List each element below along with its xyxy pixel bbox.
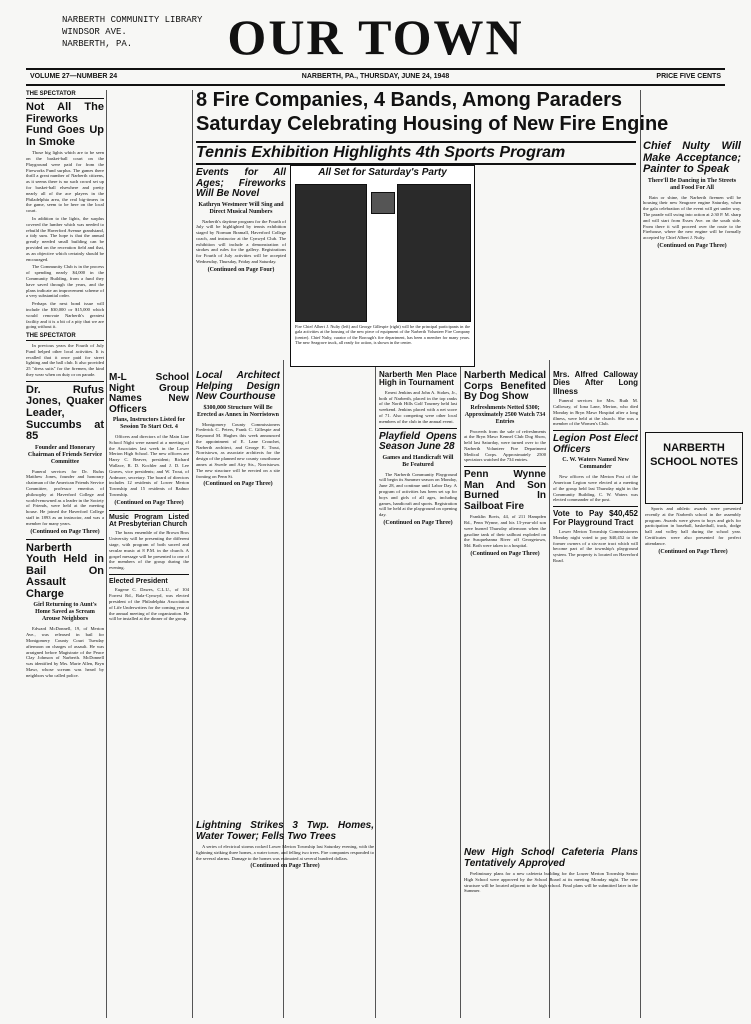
body-paragraph: Funeral services for Dr. Rufus Matthew Jones, founder and honorary chairman of the American Friends Service Committee, professor emeritus of philosophy at Haverford College and world-renowned as a leader in the Society of Friends, were held at the meeting house. He joined the Haverford College staff in 1893 as an instructor, and was a member for many years. [26,468,104,526]
section-rule [553,506,638,507]
continued-note: (Continued on Page Three) [470,551,540,558]
body-paragraph: The Narberth Community Playground will begin its Summer season on Monday, June 28, and continue until Labor Day. A program of activities has been set up for boys and girls of all ages, including games, handicraft and sports. Registration will be held at the playground on opening day. [379,471,457,518]
section-rule [109,574,189,575]
playfield-headline: Playfield Opens Season June 28 [379,430,457,453]
chief-nulty-deck: There'll Be Dancing in The Streets and Food For All [647,177,737,191]
gillespie-photo [397,184,471,322]
continued-note: (Continued on Page Three) [114,499,184,506]
calloway-headline: Mrs. Alfred Calloway Dies After Long Illness [553,370,638,396]
body-paragraph: The brass ensemble of the Brown Bros University will be presenting the different stage, with program of both sacred and secular music at 8 P.M. in the church. A gospel message will be presented to one of the members of the group during the evening. [109,530,189,571]
continued-note: (Continued on Page Three) [658,548,728,555]
section-rule [109,510,189,511]
body-paragraph: Eugene C. Dawes, C.L.U., of 104 Forrest Rd., Bala-Cynwyd, was elected president of the Philadelphia Association of Life Underwriters for the coming year at the annual meeting of the organization. He will be installed at the dinner of the group. [109,587,189,622]
photo-feature [290,165,475,367]
body-paragraph: Ernest Jenkins and John A. Stokes, Jr., both of Narberth, placed in the top ranks of the North Hills Golf Tourney held last weekend. Jenkins placed with a net score of 71. Also competing were other local members of the club in the annual event. [379,389,457,424]
section-rule [26,539,104,540]
nulty-column [643,138,741,428]
column-kicker: THE SPECTATOR [26,90,104,99]
body-paragraph: Perhaps the next bond issue will include the $30,000 or $15,000 which would renovate Narberth's greatest facility and it is a bit of a pity that we are going without it. [26,301,104,330]
playfield-column [379,368,457,1008]
fireworks-fund-headline: Not All The Fireworks Fund Goes Up In Smoke [26,101,104,148]
body-paragraph: Officers and directors of the Main Line School Night were named at a meeting of the Associates last week in the Lower Merion High School. The new officers are Harry C. Beaver, president; Richard Wallace, R. D. Kochler and J. D. Lee Graves, vice presidents; and W. Trout, of Ardmore, secretary. The board of directors includes 12 residents of Lower Merion Township and 15 residents of Radnor Township. [109,434,189,497]
fire-engine-photo [371,192,395,214]
body-paragraph: Montgomery County Commissioners Frederick C. Peters, Frank C. Gillespie and Raymond M. Hughes this week announced the appointment of E. Lane Crouchet, Narberth architect, and George E. Trout, Norristown, as associate architects for the design of the planned new county courthouse annex at Swede and Airy Sts., Norristown. The new structure will be erected on a site fronting on Penn St. [196,421,280,479]
continued-note: (Continued on Page Three) [657,243,727,250]
column-rule [192,90,193,1018]
events-deck: Kathryn Westmeer Will Sing and Direct Musical Numbers [198,201,284,215]
column-rule [460,360,461,1018]
chief-nulty-photo [295,184,367,322]
architect-column [196,368,280,808]
section-rule [553,430,638,431]
body-paragraph: Those big lights which are to be seen on the basket-ball court on the Playground were paid for from the Fireworks Fund surplus. The games there thrill a great number of Narberth citizens, as it seems there is no such crowd set up for basket-ball elsewhere and pretty nearly all of the ace players in the Philadelphia area, the real big-timers in the game, seem to be here on the local court. [26,150,104,214]
youth-bail-deck: Girl Returning to Aunt's Home Saved as Scream Arouse Neighbors [33,602,97,623]
second-column [109,370,189,1010]
legion-column [553,368,638,838]
column-rule [375,360,376,1018]
body-paragraph: Sports and athletic awards were presented recently at the Narberth school in the assembly program. Awards were given to boys and girls for participation in baseball, basketball, track, dodge ball and volley ball during the school year. Certificates were also presented for perfect attendance. [645,506,741,546]
playfield-deck: Games and Handicraft Will Be Featured [382,454,454,468]
medical-corps-deck: Refreshments Netted $300; Approximately 2500 Watch 734 Entries [464,404,546,425]
body-paragraph: Edward McDonnell, 19, of Merion Ave., was released in bail for Montgomery County Court Tuesday afternoon on charges of assault. He was arraigned before Magistrate of the Peace Clay Johnson of Narberth. McDonnell was identified by Mrs. Marie Allen, Bryn Mawr, whose scream was heard by neighbors who called police. [26,626,104,678]
lightning-story [196,818,374,1016]
medical-column [464,368,546,838]
column-kicker: THE SPECTATOR [26,332,104,341]
section-rule [26,381,104,382]
body-paragraph: New officers of the Merion Post of the American Legion were elected at a meeting of the group held last Thursday night in the Community Building. C. W. Waters was elected commander of the post. [553,474,638,503]
photo-title: All Set for Saturday's Party [318,167,447,178]
body-paragraph: Preliminary plans for a new cafeteria building for the Lower Merion Township Senior High School were approved by the School Board at its meeting Monday night. The new structure will be located adjacent to the high school. Final plans will be submitted later in the Summer. [464,871,638,894]
left-column [26,90,104,1010]
dateline: NARBERTH, PA., THURSDAY, JUNE 24, 1948 [301,73,450,80]
library-stamp-line: NARBERTH COMMUNITY LIBRARY [62,15,203,25]
price: PRICE FIVE CENTS [656,73,721,80]
body-paragraph: A series of electrical storms rocked Lower Merion Township last Saturday evening, with the lightning striking three homes, a water tower, and felling two trees. Fire companies responded to the several alarms. Damage to the homes was estimated at several hundred dollars. [196,844,374,861]
youth-bail-headline: Narberth Youth Held in Bail On Assault Charge [26,541,104,600]
ml-school-deck: Plans, Instructors Listed for Session To Start Oct. 4 [112,417,186,430]
sports-subhead: Tennis Exhibition Highlights 4th Sports Program [196,141,636,165]
medical-corps-headline: Narberth Medical Corps Benefited By Dog Show [464,370,546,402]
architect-headline: Local Architect Helping Design New Courthouse [196,370,280,402]
continued-note: (Continued on Page Three) [383,519,453,526]
playground-vote-headline: Vote to Pay $40,452 For Playground Tract [553,509,638,527]
continued-note: (Continued on Page Three) [250,863,320,870]
body-paragraph: The Community Club is in the process of spending nearly $4,000 in the Community Building, from a fund they have saved through the years, and the plans indicate an improvement scheme of a very substantial order. [26,264,104,299]
cafeteria-story [464,845,638,1017]
banner-headline-1: 8 Fire Companies, 4 Bands, Among Paraders [196,89,623,111]
volume-number: VOLUME 27—NUMBER 24 [30,73,118,80]
body-paragraph: Franklin Bovis, 44, of 211 Hampden Rd., Penn Wynne, and his 13-year-old son were burned Thursday afternoon when the gasoline tank of their sailboat exploded on the Susquehanna River off Georgetown, Md. Both were taken to a hospital. [464,514,546,549]
newspaper-title: OUR TOWN [227,9,524,65]
body-paragraph: In previous years the Fourth of July Fund helped other local activities. It is recalled that it once paid for street lighting and the ball club. It also provided 25 "dress suits" for the firemen, the kind they wear when on duty or on parade. [26,343,104,378]
column-rule [640,90,641,1018]
lightning-headline: Lightning Strikes 3 Twp. Homes, Water Tower; Fells Two Trees [196,820,374,842]
elected-president-headline: Elected President [109,578,168,586]
school-notes-column [645,506,741,1016]
body-paragraph: Proceeds from the sale of refreshments at the Bryn Mawr Kennel Club Dog Show, held last Saturday, were turned over to the Narberth Volunteer Fire Department Medical Corps. Approximately 2500 spectators watched the 734 entries. [464,428,546,463]
dateline-bar [26,68,725,86]
library-stamp-line: NARBERTH, PA. [62,39,133,49]
school-notes-box [645,432,743,504]
school-notes-title: NARBERTH SCHOOL NOTES [650,442,738,468]
cafeteria-headline: New High School Cafeteria Plans Tentatively Approved [464,847,638,869]
chief-nulty-headline: Chief Nulty Will Make Acceptance; Painter to Speak [643,140,741,176]
rufus-jones-headline: Dr. Rufus Jones, Quaker Leader, Succumbs at 85 [26,383,104,443]
legion-deck: C. W. Waters Named New Commander [562,457,629,471]
events-headline: Events for All Ages; Fireworks Will Be Novel [196,167,286,199]
banner-headline-2: Saturday Celebrating Housing of New Fire Engine [196,113,669,135]
continued-note: (Continued on Page Four) [207,266,275,273]
library-stamp-line: WINDSOR AVE. [62,27,127,37]
continued-note: (Continued on Page Three) [30,528,100,535]
photo-caption: Fire Chief Albert J. Nulty (left) and George Gillespie (right) will be the principal participants in the gala activities at the housing of the new piece of equipment of the Narberth Volunteer Fire Company (center). Chief Nulty, curator of the Borough's fire department, has been a member for many years. The new Seagrave truck, all ready for action, is shown in the center. [295,324,470,345]
events-column [196,165,286,365]
body-paragraph: Lower Merion Township Commissioners Monday night voted to pay $40,452 to the former owners of a six-acre tract which will become part of the township's playground system. The property is located on Haverford Road. [553,528,638,563]
rufus-jones-deck: Founder and Honorary Chairman of Friends Service Committee [27,444,103,465]
continued-note: (Continued on Page Three) [203,481,273,488]
section-rule [464,466,546,467]
section-rule [379,428,457,429]
column-rule [106,90,107,1018]
music-program-headline: Music Program Listed At Presbyterian Church [109,513,189,529]
body-paragraph: Rain or shine, the Narberth firemen will be housing their new Seagrave engine Saturday, when the gala celebration of the event will get under way. The parade will swing into action at 2:30 P. M. sharp and will start from Essex Ave. on the south side. From there it will proceed over the route to the Firehouse, where the new engine will be formally accepted by Chief Albert J. Nulty. [643,194,741,241]
body-paragraph: In addition to the lights, the surplus covered the lumber which was needed to rebuild the Haverford Avenue grandstand, a tidy sum. The hope is that the annual greatly needed small building can be provided on the recreation field and that, as an objective which certainly should be encouraged. [26,215,104,262]
ml-school-headline: M-L School Night Group Names New Officers [109,372,189,415]
body-paragraph: Narberth's daytime program for the Fourth of July will be highlighted by tennis exhibition staged by Norman Bramall, Haverford College coach, and instructor at the Cynwyd Club. The exhibition will include a demonstration of strokes and rules for the gallery. Registrations for Fourth of July activities will be accepted Wednesday, Thursday, Friday and Saturday. [196,218,286,265]
legion-headline: Legion Post Elect Officers [553,433,638,455]
architect-deck: $300,000 Structure Will Be Erected as Annex in Norristown [197,404,279,418]
penn-wynne-headline: Penn Wynne Man And Son Burned In Sailboat Fire [464,469,546,512]
tournament-headline: Narberth Men Place High in Tournament [379,370,457,388]
body-paragraph: Funeral services for Mrs. Ruth M. Calloway, of Iona Lane, Merion, who died Monday in Bryn Mawr Hospital after a long illness, were held at the church. She was a member of the Women's Club. [553,398,638,427]
